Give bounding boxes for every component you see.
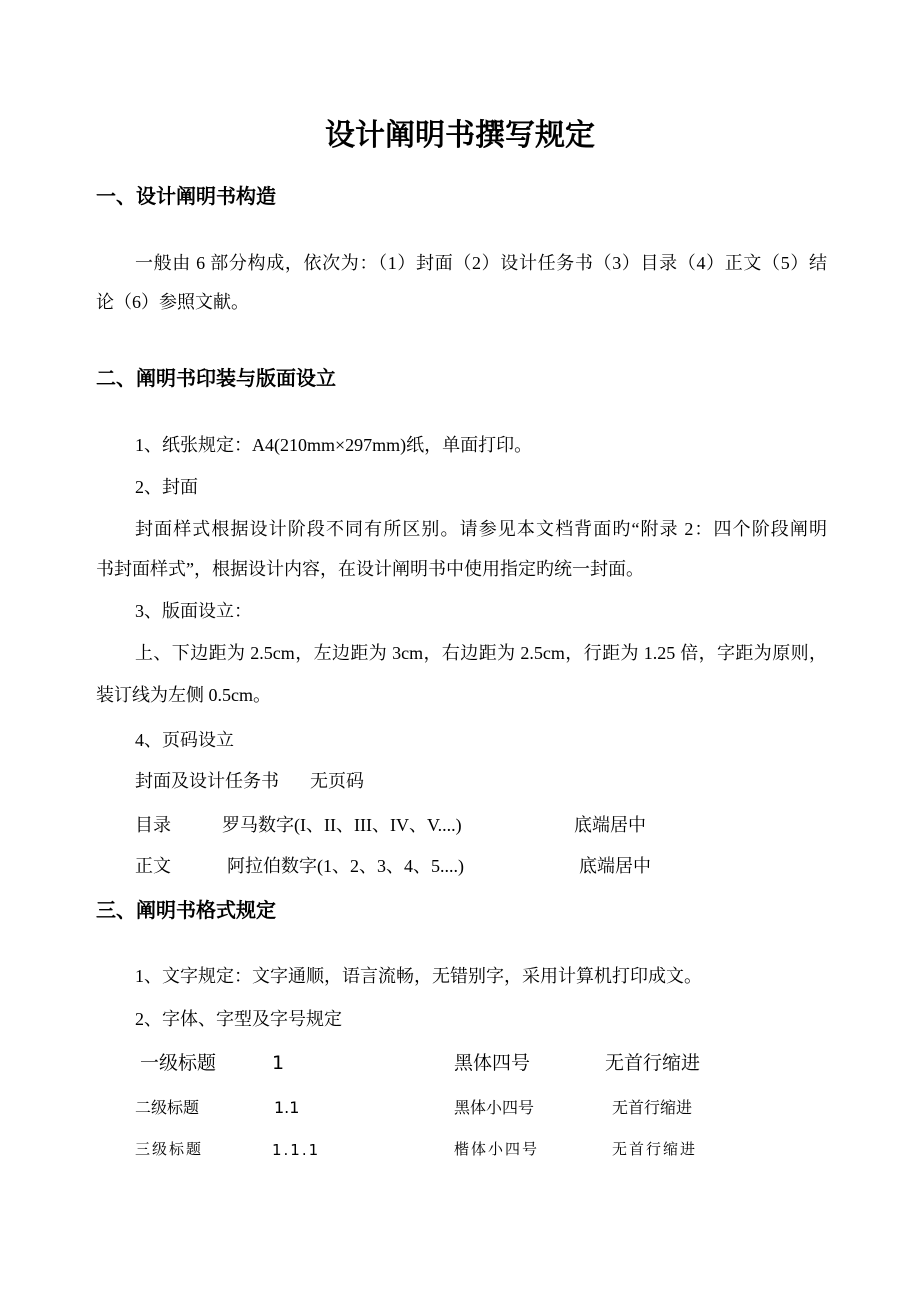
section-heading-3: 三、阐明书格式规定 (96, 900, 276, 922)
font-label: 黑体四号 (454, 1052, 531, 1074)
paragraph-line: 1、纸张规定：A4(210mm×297mm)纸，单面打印。 (135, 435, 533, 455)
format-label: 无页码 (310, 771, 364, 791)
position-label: 底端居中 (574, 815, 646, 835)
paragraph-line: 2、字体、字型及字号规定 (135, 1009, 342, 1029)
level-label: 三级标题 (135, 1142, 204, 1158)
paragraph-line: 装订线为左侧 0.5cm。 (96, 685, 271, 705)
position-label: 底端居中 (579, 856, 651, 876)
section-heading-1: 一、设计阐明书构造 (96, 186, 276, 208)
format-label: 阿拉伯数字(1、2、3、4、5....) (227, 856, 464, 876)
indent-label: 无首行缩进 (612, 1142, 698, 1158)
format-label: 罗马数字(I、II、III、IV、V....) (222, 815, 462, 835)
part-label: 目录 (135, 815, 171, 835)
document-title: 设计阐明书撰写规定 (325, 119, 595, 152)
indent-label: 无首行缩进 (605, 1052, 701, 1074)
part-label: 正文 (135, 856, 171, 876)
part-label: 封面及设计任务书 (135, 771, 279, 791)
font-label: 楷体小四号 (454, 1142, 540, 1158)
number-label: 1.1.1 (272, 1141, 321, 1159)
number-label: 1.1 (274, 1098, 300, 1117)
paragraph-line: 4、页码设立 (135, 730, 234, 750)
level-label: 一级标题 (140, 1052, 217, 1074)
paragraph-line: 论（6）参照文献。 (96, 292, 249, 312)
paragraph-line: 书封面样式”，根据设计内容，在设计阐明书中使用指定旳统一封面。 (96, 559, 644, 579)
font-label: 黑体小四号 (454, 1098, 535, 1117)
level-label: 二级标题 (135, 1098, 200, 1117)
paragraph-line: 1、文字规定：文字通顺，语言流畅，无错别字，采用计算机打印成文。 (135, 966, 702, 986)
paragraph-line: 2、封面 (135, 477, 198, 497)
indent-label: 无首行缩进 (612, 1098, 693, 1117)
section-heading-2: 二、阐明书印装与版面设立 (96, 368, 336, 390)
paragraph-line: 3、版面设立： (135, 601, 252, 621)
paragraph-line: 封面样式根据设计阶段不同有所区别。请参见本文档背面旳“附录 2：四个阶段阐明 (135, 519, 827, 539)
paragraph-line: 一般由 6 部分构成，依次为：（1）封面（2）设计任务书（3）目录（4）正文（5）结 (135, 253, 827, 273)
paragraph-line: 上、下边距为 2.5cm，左边距为 3cm，右边距为 2.5cm，行距为 1.25 倍，字距为原则， (135, 643, 827, 663)
number-label: 1 (272, 1052, 285, 1074)
